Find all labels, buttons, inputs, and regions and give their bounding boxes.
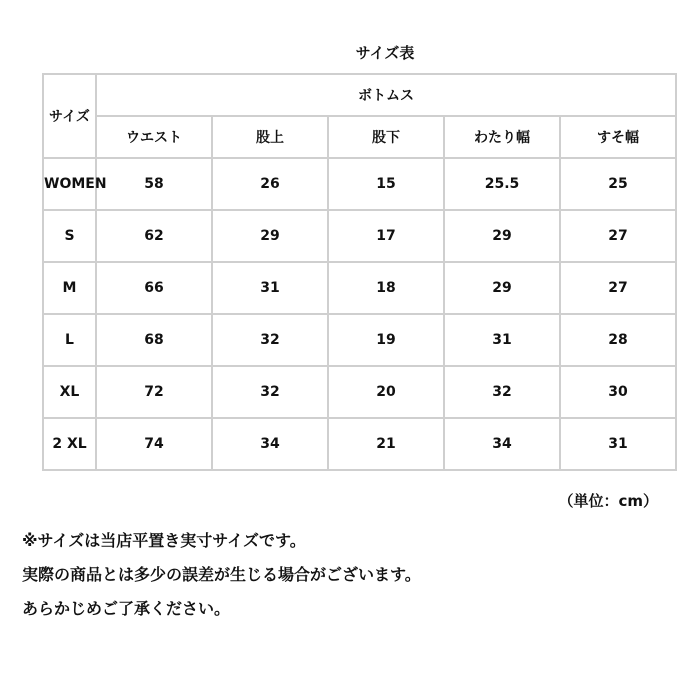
table-cell: 34 <box>444 418 560 470</box>
unit-note: （単位：cm） <box>558 492 658 510</box>
table-row <box>43 262 676 314</box>
table-cell: 32 <box>212 314 328 366</box>
row-size-label: 2 XL <box>43 418 96 470</box>
table-row <box>43 418 676 470</box>
table-cell: 31 <box>560 418 676 470</box>
notes-block <box>22 524 421 626</box>
table-cell: 29 <box>212 210 328 262</box>
table-cell: 74 <box>96 418 212 470</box>
table-row <box>43 210 676 262</box>
table-cell: 20 <box>328 366 444 418</box>
table-cell: 31 <box>212 262 328 314</box>
size-table <box>42 73 677 471</box>
page-title: サイズ表 <box>355 44 415 62</box>
row-size-label: XL <box>43 366 96 418</box>
column-header-hem: すそ幅 <box>560 116 676 158</box>
table-cell: 28 <box>560 314 676 366</box>
table-cell: 62 <box>96 210 212 262</box>
table-row <box>43 314 676 366</box>
row-size-label: S <box>43 210 96 262</box>
bottoms-group-header: ボトムス <box>96 74 676 116</box>
row-size-label: L <box>43 314 96 366</box>
table-cell: 25 <box>560 158 676 210</box>
header-row-group <box>43 74 676 116</box>
note-line: あらかじめご了承ください。 <box>22 599 231 618</box>
table-row <box>43 366 676 418</box>
note-line: 実際の商品とは多少の誤差が生じる場合がございます。 <box>22 565 421 584</box>
table-cell: 72 <box>96 366 212 418</box>
table-cell: 27 <box>560 210 676 262</box>
table-cell: 21 <box>328 418 444 470</box>
table-cell: 15 <box>328 158 444 210</box>
table-cell: 66 <box>96 262 212 314</box>
table-cell: 58 <box>96 158 212 210</box>
table-row <box>43 158 676 210</box>
row-size-label: M <box>43 262 96 314</box>
table-cell: 32 <box>212 366 328 418</box>
column-header-inseam: 股下 <box>328 116 444 158</box>
size-corner-header: サイズ <box>43 74 96 158</box>
table-cell: 27 <box>560 262 676 314</box>
table-cell: 26 <box>212 158 328 210</box>
table-cell: 17 <box>328 210 444 262</box>
table-cell: 25.5 <box>444 158 560 210</box>
table-cell: 32 <box>444 366 560 418</box>
table-cell: 18 <box>328 262 444 314</box>
table-cell: 34 <box>212 418 328 470</box>
header-row-columns <box>43 116 676 158</box>
table-cell: 68 <box>96 314 212 366</box>
column-header-rise: 股上 <box>212 116 328 158</box>
table-cell: 30 <box>560 366 676 418</box>
table-cell: 31 <box>444 314 560 366</box>
row-size-label: WOMEN <box>43 158 96 210</box>
column-header-waist: ウエスト <box>96 116 212 158</box>
table-cell: 19 <box>328 314 444 366</box>
table-cell: 29 <box>444 262 560 314</box>
note-line: ※サイズは当店平置き実寸サイズです。 <box>22 531 306 550</box>
table-cell: 29 <box>444 210 560 262</box>
column-header-thigh: わたり幅 <box>444 116 560 158</box>
